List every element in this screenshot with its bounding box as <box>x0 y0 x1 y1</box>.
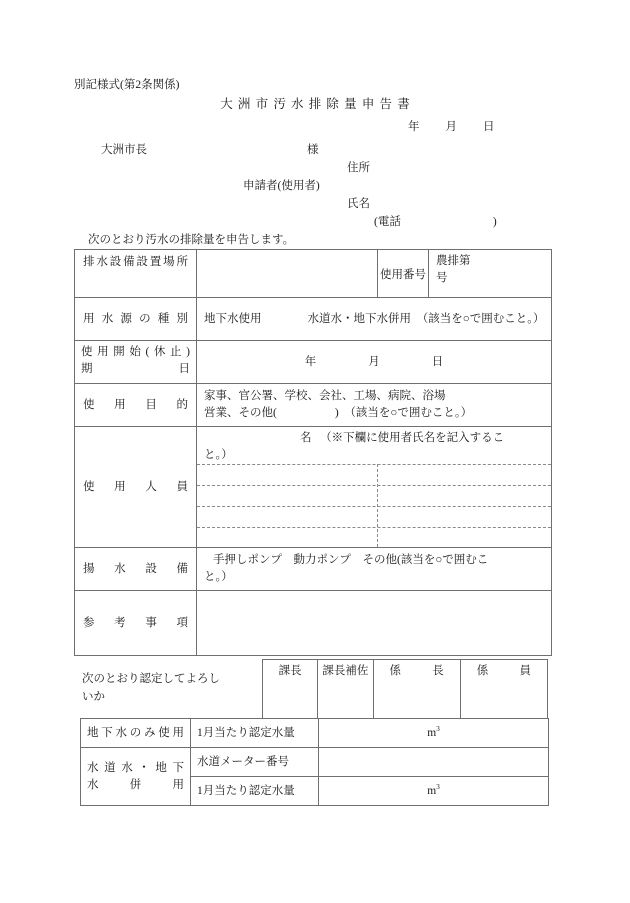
form-id-label: 別記様式(第2条関係) <box>74 79 180 91</box>
users-grid-hline <box>197 506 551 507</box>
approval-section <box>80 659 548 806</box>
applicant-address-label: 住所 <box>347 162 370 174</box>
start-date-day: 日 <box>431 355 444 368</box>
volume-unit-sup-2: 3 <box>436 783 440 792</box>
combined-use-char3: 用 <box>172 778 184 791</box>
combined-use-label <box>81 748 191 806</box>
start-date-value[interactable] <box>197 341 552 384</box>
start-date-month: 月 <box>368 355 380 368</box>
table-row-water-source <box>75 298 552 341</box>
date-day-label: 日 <box>483 121 495 133</box>
combined-use-char1: 水 <box>87 778 99 791</box>
usage-number-prefix: 農排第 <box>436 255 471 267</box>
usage-number-suffix: 号 <box>436 271 448 284</box>
combined-use-line2 <box>87 777 184 793</box>
purpose-value[interactable] <box>197 384 552 427</box>
purpose-label: 使用目的 <box>75 384 197 427</box>
signature-box-section-chief[interactable]: 課長 <box>263 660 318 718</box>
table-row-location <box>75 250 552 298</box>
addressee-line <box>101 141 319 157</box>
table-row-combined-meter <box>81 748 549 777</box>
users-grid-hline <box>197 464 551 465</box>
monthly-volume-label-1: 1月当たり認定水量 <box>191 719 319 748</box>
users-grid-vline <box>377 464 378 547</box>
users-grid-hline <box>197 527 551 528</box>
addressee-honorific: 様 <box>307 144 319 156</box>
remarks-value[interactable] <box>197 591 552 656</box>
signature-box-deputy-chief[interactable]: 課長補佐 <box>318 660 373 718</box>
table-row-start-date <box>75 341 552 384</box>
users-label: 使用人員 <box>75 427 197 548</box>
page-title: 大洲市汚水排除量申告書 <box>220 97 415 111</box>
water-source-label: 用水源の種別 <box>75 298 197 341</box>
applicant-label: 申請者(使用者) <box>243 180 320 192</box>
table-row-pump <box>75 548 552 591</box>
applicant-tel-line <box>374 213 497 229</box>
applicant-name-label: 氏名 <box>347 198 370 210</box>
pump-options-line1 <box>204 552 544 569</box>
water-source-value[interactable]: 地下水使用 水道水・地下水併用 （該当を○で囲むこと。） <box>197 298 552 341</box>
declaration-table <box>74 249 552 656</box>
volume-unit-1: m <box>427 726 437 739</box>
start-date-day-label: 日 <box>178 362 190 375</box>
signature-box-supervisor[interactable]: 係長 <box>374 660 461 718</box>
usage-number-label: 使用番号 <box>378 250 429 298</box>
water-meter-number-value[interactable] <box>319 748 549 777</box>
purpose-options-line1: 家事、官公署、学校、会社、工場、病院、浴場 <box>204 390 446 403</box>
users-note <box>197 427 551 463</box>
purpose-other-close: ) （該当を○で囲むこと。） <box>334 407 473 419</box>
start-date-year: 年 <box>304 355 317 368</box>
users-count-unit: 名 <box>300 432 312 444</box>
date-month-label: 月 <box>445 121 457 133</box>
approval-table <box>80 718 549 806</box>
combined-use-char2: 併 <box>129 778 142 791</box>
table-row-users <box>75 427 552 548</box>
applicant-tel-open: (電話 <box>374 216 401 228</box>
table-row-remarks <box>75 591 552 656</box>
location-label: 排水設備設置場所 <box>75 250 197 298</box>
table-row-groundwater-only <box>81 719 549 748</box>
approval-header-row <box>80 659 548 718</box>
intro-statement: 次のとおり汚水の排除量を申告します。 <box>88 234 295 246</box>
remarks-label: 参考事項 <box>75 591 197 656</box>
location-value[interactable] <box>197 250 378 298</box>
users-name-grid[interactable] <box>197 464 551 547</box>
water-meter-number-label: 水道メーター番号 <box>191 748 319 777</box>
approval-question <box>80 659 262 718</box>
pump-label: 揚水設備 <box>75 548 197 591</box>
monthly-volume-label-2: 1月当たり認定水量 <box>191 777 319 806</box>
volume-unit-sup-1: 3 <box>436 725 440 734</box>
applicant-tel-close: ) <box>492 216 497 228</box>
start-date-period-label: 期 <box>81 362 93 375</box>
date-line <box>408 118 495 134</box>
start-date-label-line2 <box>81 361 190 378</box>
usage-number-value[interactable] <box>429 250 552 298</box>
pump-options-line2: と。） <box>204 571 233 583</box>
groundwater-only-label: 地下水のみ使用 <box>81 719 191 748</box>
users-note-part1: （※下欄に使用者氏名を記入するこ <box>320 432 505 444</box>
signature-box-clerk[interactable]: 係員 <box>476 665 531 677</box>
monthly-volume-value-2[interactable] <box>319 777 549 806</box>
approval-question-line2: いか <box>82 690 105 703</box>
start-date-label <box>75 341 197 384</box>
purpose-options-line2 <box>204 405 544 422</box>
combined-use-line1: 水道水・地下 <box>87 762 184 775</box>
date-year-label: 年 <box>408 121 420 133</box>
start-date-label-line1: 使用開始(休止) <box>81 346 190 358</box>
monthly-volume-value-1[interactable] <box>319 719 549 748</box>
users-value[interactable] <box>197 427 552 548</box>
pump-value[interactable] <box>197 548 552 591</box>
signature-boxes <box>262 659 548 718</box>
volume-unit-2: m <box>427 784 437 797</box>
purpose-other-open: 営業、その他( <box>204 407 277 419</box>
pump-options-text: 手押しポンプ 動力ポンプ その他(該当を○で囲むこ <box>213 554 489 567</box>
addressee-label: 大洲市長 <box>101 144 147 156</box>
approval-question-line1: 次のとおり認定してよろし <box>82 673 220 686</box>
table-row-purpose <box>75 384 552 427</box>
users-grid-hline <box>197 485 551 486</box>
users-note-part2: と。） <box>204 448 233 461</box>
